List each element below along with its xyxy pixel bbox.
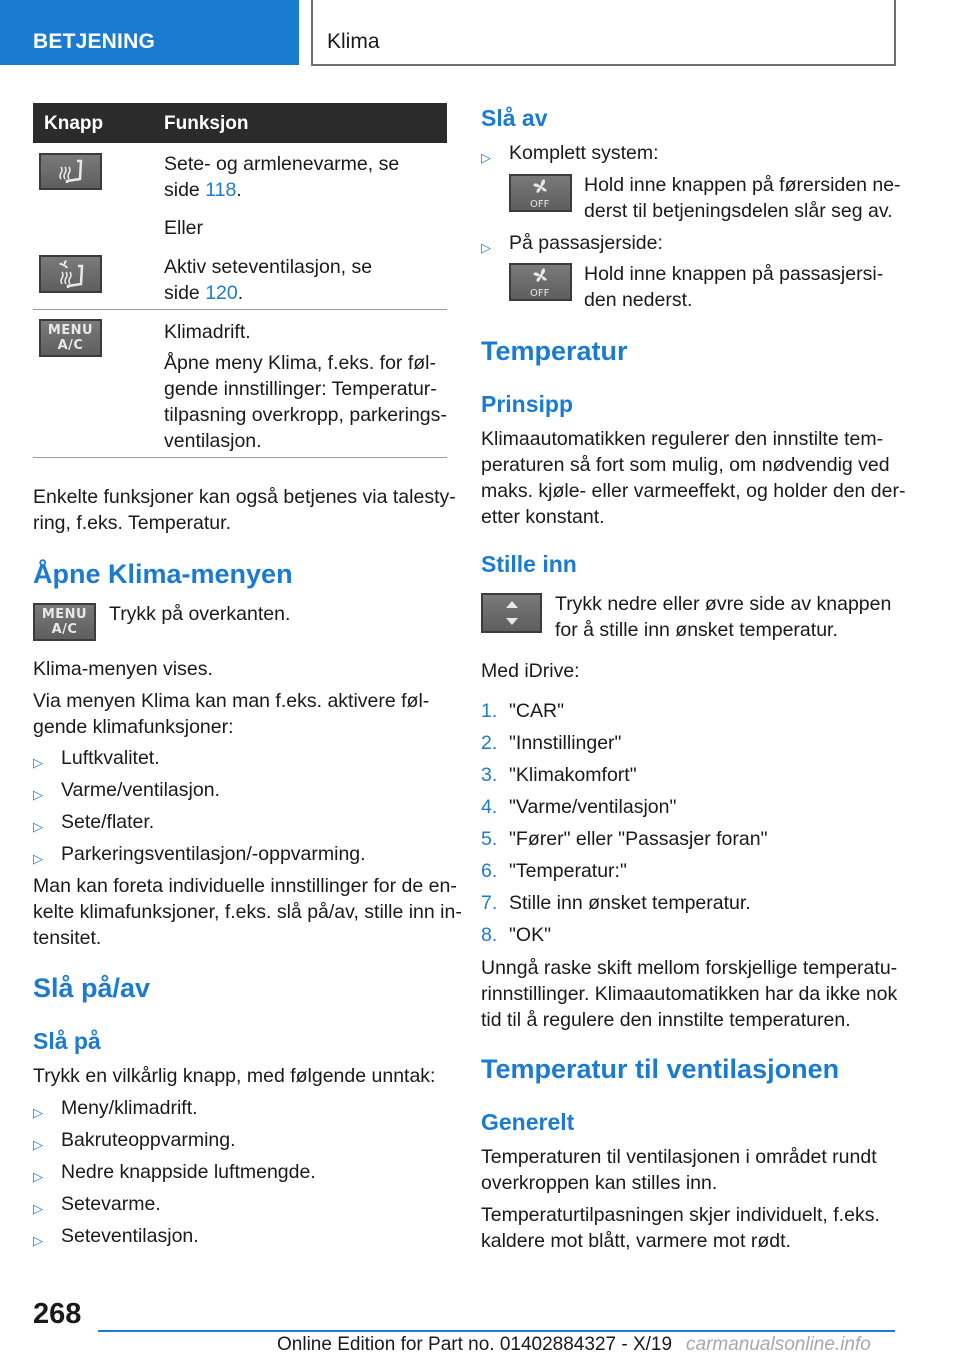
menu-ac-button-2: MENU A/C xyxy=(33,603,96,641)
bullet-triangle-icon: ▷ xyxy=(33,819,43,834)
page-number: 268 xyxy=(33,1298,82,1330)
heading-vent-temp: Temperatur til ventilasjonen xyxy=(481,1054,840,1084)
link-page-118[interactable]: 118 xyxy=(205,179,237,201)
svg-text:OFF: OFF xyxy=(529,288,549,299)
principle-line4: etter konstant. xyxy=(481,506,605,528)
on-text: Trykk en vilkårlig knapp, med følgende unntak: xyxy=(33,1065,436,1087)
heading-principle: Prinsipp xyxy=(481,391,574,417)
heading-off: Slå av xyxy=(481,105,548,131)
col-function-header: Funksjon xyxy=(164,113,249,134)
row2-line-a: Åpne meny Klima, f.eks. for føl- xyxy=(164,352,437,374)
principle-line2: peraturen så fort som mulig, om nødvendig ved xyxy=(481,454,890,476)
heading-temperature: Temperatur xyxy=(481,336,628,366)
chapter-title: Klima xyxy=(327,30,380,53)
passenger-line2: den nederst. xyxy=(584,289,693,311)
fan-off-button xyxy=(509,174,572,212)
seat-ventilation-icon xyxy=(51,258,91,290)
bullet-triangle-icon: ▷ xyxy=(33,1201,43,1216)
set-line1: Trykk nedre eller øvre side av knappen xyxy=(555,593,892,615)
table-divider xyxy=(33,309,447,310)
row1-text-c: Aktiv seteventilasjon, se xyxy=(164,256,373,278)
bullet-triangle-icon: ▷ xyxy=(33,851,43,866)
up-down-arrows-icon xyxy=(497,596,527,630)
svg-text:OFF: OFF xyxy=(529,199,549,210)
individual-line2: kelte klimafunksjoner, f.eks. slå på/av, stille inn in- xyxy=(33,901,462,923)
footer-rule xyxy=(98,1330,895,1332)
complete-line1: Hold inne knappen på førersiden ne- xyxy=(584,174,901,196)
fan-off-icon xyxy=(516,265,566,299)
fan-off-icon xyxy=(516,176,566,210)
heading-general: Generelt xyxy=(481,1109,575,1135)
press-top-edge: Trykk på overkanten. xyxy=(109,603,291,625)
row2-line-d: ventilasjon. xyxy=(164,430,262,452)
link-page-120[interactable]: 120 xyxy=(205,282,238,304)
heading-open-menu: Åpne Klima-menyen xyxy=(33,559,293,589)
table-header xyxy=(33,103,447,143)
bullet-triangle-icon: ▷ xyxy=(33,1137,43,1152)
seat-heating-icon xyxy=(51,157,91,187)
row1-or: Eller xyxy=(164,217,204,239)
heading-on: Slå på xyxy=(33,1028,101,1054)
bullet-triangle-icon: ▷ xyxy=(33,1169,43,1184)
vent-p2-line1: Temperaturtilpasningen skjer individuelt, f.eks. xyxy=(481,1204,880,1226)
heading-onoff: Slå på/av xyxy=(33,973,151,1003)
via-line2: gende klimafunksjoner: xyxy=(33,716,234,738)
avoid-line2: rinnstillinger. Klimaautomatikken har da ikke nok xyxy=(481,983,898,1005)
temperature-rocker-button xyxy=(481,593,542,633)
intro-line1: Enkelte funksjoner kan også betjenes via talesty- xyxy=(33,486,456,508)
seat-ventilation-button xyxy=(39,255,102,293)
row2-line-c: tilpasning overkropp, parkerings- xyxy=(164,404,447,426)
individual-line1: Man kan foreta individuelle innstillinger for de en- xyxy=(33,875,457,897)
bullet-triangle-icon: ▷ xyxy=(33,1233,43,1248)
bullet-triangle-icon: ▷ xyxy=(33,755,43,770)
edition-info: Online Edition for Part no. 01402884327 - X/19 xyxy=(277,1334,673,1355)
vent-p1-line1: Temperaturen til ventilasjonen i området rundt xyxy=(481,1146,877,1168)
fan-off-button-2 xyxy=(509,263,572,301)
bullet-triangle-icon: ▷ xyxy=(33,787,43,802)
col-button-header: Knapp xyxy=(44,113,104,134)
avoid-line1: Unngå raske skift mellom forskjellige temperatu- xyxy=(481,957,898,979)
vent-p1-line2: overkroppen kan stilles inn. xyxy=(481,1172,718,1194)
watermark: carmanualsonline.info xyxy=(686,1334,871,1355)
intro-line2: ring, f.eks. Temperatur. xyxy=(33,512,231,534)
table-bottom xyxy=(33,457,447,458)
principle-line3: maks. kjøle- eller varmeeffekt, og holder den der- xyxy=(481,480,906,502)
vent-p2-line2: kaldere mot blått, varmere mot rødt. xyxy=(481,1230,791,1252)
menu-shown: Klima-menyen vises. xyxy=(33,658,213,680)
set-line2: for å stille inn ønsket temperatur. xyxy=(555,619,838,641)
principle-line1: Klimaautomatikken regulerer den innstilte tem- xyxy=(481,428,884,450)
complete-line2: derst til betjeningsdelen slår seg av. xyxy=(584,200,893,222)
row1-text-b: side 118. xyxy=(164,179,242,201)
passenger-line1: Hold inne knappen på passasjersi- xyxy=(584,263,884,285)
idrive-label: Med iDrive: xyxy=(481,660,580,682)
chapter-tab xyxy=(311,0,896,66)
section-title: BETJENING xyxy=(33,30,155,53)
row1-text-a: Sete- og armlenevarme, se xyxy=(164,153,400,175)
heading-set: Stille inn xyxy=(481,551,577,577)
menu-ac-button: MENU A/C xyxy=(39,319,102,357)
individual-line3: tensitet. xyxy=(33,927,102,949)
seat-heating-button xyxy=(39,153,102,190)
bullet-triangle-icon: ▷ xyxy=(481,150,491,165)
row1-text-d: side 120. xyxy=(164,282,244,304)
avoid-line3: tid til å regulere den innstilte temperaturen. xyxy=(481,1009,851,1031)
via-line1: Via menyen Klima kan man f.eks. aktivere føl- xyxy=(33,690,430,712)
bullet-triangle-icon: ▷ xyxy=(481,240,491,255)
section-tab xyxy=(0,0,299,65)
bullet-triangle-icon: ▷ xyxy=(33,1105,43,1120)
row2-line-b: gende innstillinger: Temperatur- xyxy=(164,378,437,400)
row2-line1: Klimadrift. xyxy=(164,321,251,343)
